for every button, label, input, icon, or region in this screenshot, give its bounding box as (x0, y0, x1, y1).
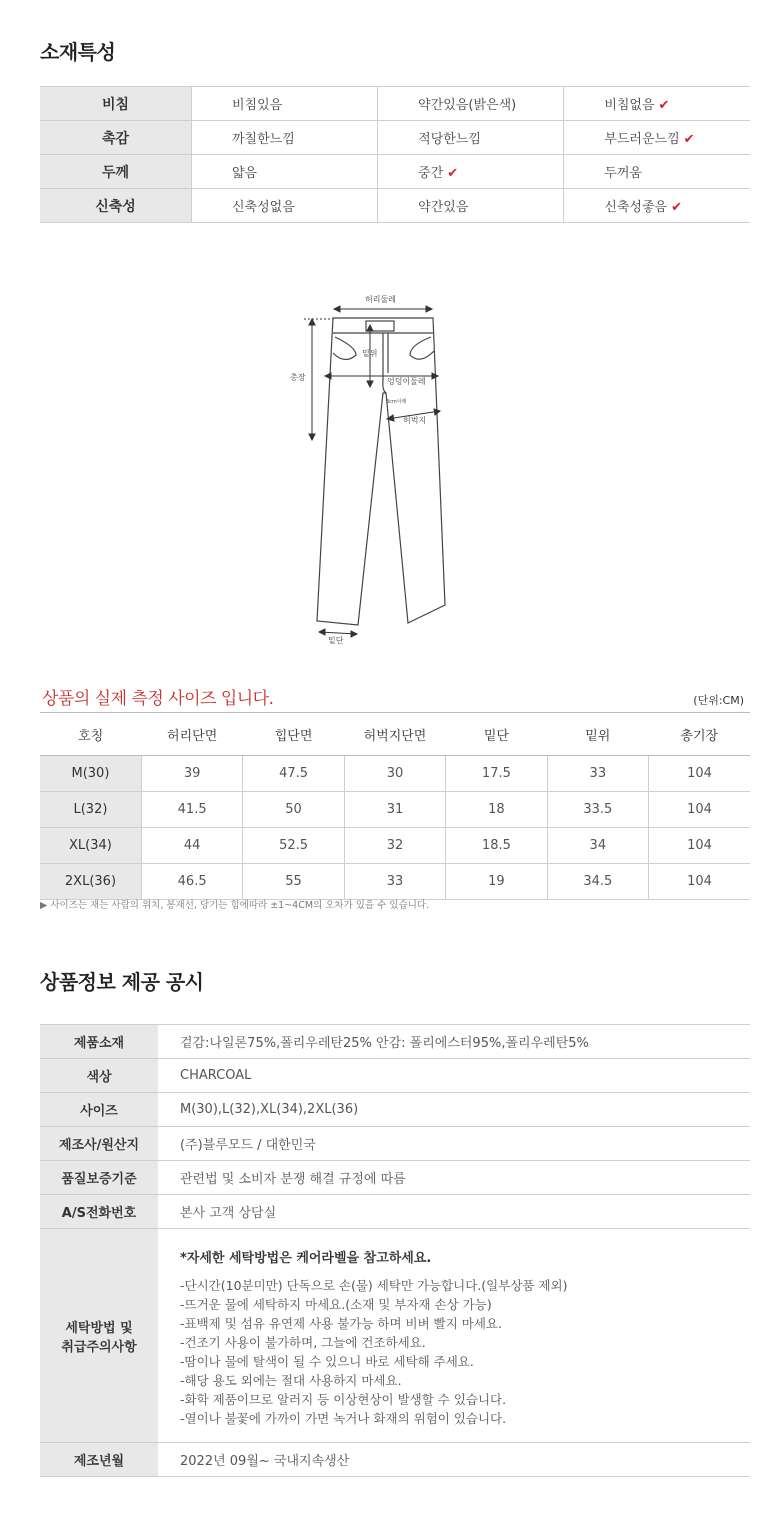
size-cell: 50 (243, 792, 344, 828)
material-option: 신축성없음 (192, 189, 378, 223)
check-icon: ✔ (658, 98, 670, 113)
size-row-label: 2XL(36) (40, 864, 141, 900)
care-content (158, 1229, 750, 1443)
material-option: 비침있음 (192, 87, 378, 121)
size-header-cell: 허벅지단면 (344, 713, 445, 756)
size-cell: 55 (243, 864, 344, 900)
size-cell: 44 (141, 828, 242, 864)
waist-label: 허리둘레 (365, 295, 396, 304)
thigh-label: 허벅지 (403, 416, 427, 425)
size-cell: 47.5 (243, 756, 344, 792)
check-icon: ✔ (671, 200, 683, 215)
made-row (40, 1443, 750, 1477)
care-label: 세탁방법 및 취급주의사항 (40, 1229, 158, 1443)
check-icon: ✔ (683, 132, 695, 147)
material-option: 두꺼움 (564, 155, 750, 189)
material-option: 신축성좋음 ✔ (564, 189, 750, 223)
size-title: 상품의 실제 측정 사이즈 입니다. (42, 689, 274, 709)
size-unit: (단위:CM) (693, 694, 744, 707)
size-row (40, 792, 750, 828)
material-option: 중간 ✔ (378, 155, 564, 189)
size-row (40, 828, 750, 864)
size-table (40, 712, 750, 900)
info-row-value: 관련법 및 소비자 분쟁 해결 규정에 따름 (158, 1161, 750, 1195)
info-row-label: A/S전화번호 (40, 1195, 158, 1229)
size-cell: 41.5 (141, 792, 242, 828)
size-cell: 33 (547, 756, 648, 792)
size-row-label: XL(34) (40, 828, 141, 864)
care-line: -표백제 및 섬유 유연제 사용 불가능 하며 비벼 빨지 마세요. (180, 1316, 502, 1331)
info-row-value: CHARCOAL (158, 1059, 750, 1093)
material-option: 부드러운느낌 ✔ (564, 121, 750, 155)
size-header-cell: 허리단면 (141, 713, 242, 756)
info-row (40, 1093, 750, 1127)
size-header-cell: 밑위 (547, 713, 648, 756)
material-option: 약간있음(밝은색) (378, 87, 564, 121)
check-icon: ✔ (447, 166, 459, 181)
care-line: -해당 용도 외에는 절대 사용하지 마세요. (180, 1373, 402, 1388)
info-row-label: 색상 (40, 1059, 158, 1093)
size-cell: 46.5 (141, 864, 242, 900)
size-cell: 104 (649, 756, 750, 792)
size-cell: 31 (344, 792, 445, 828)
size-cell: 52.5 (243, 828, 344, 864)
rise-label: 밑위 (362, 349, 378, 358)
care-title: *자세한 세탁방법은 케어라벨을 참고하세요. (180, 1251, 432, 1266)
made-label: 제조년월 (40, 1443, 158, 1477)
size-cell: 39 (141, 756, 242, 792)
material-row (40, 189, 750, 223)
small-label: 3cm아래 (386, 399, 407, 405)
info-row (40, 1025, 750, 1059)
material-option: 적당한느낌 (378, 121, 564, 155)
care-line: -땀이나 물에 탈색이 될 수 있으니 바로 세탁해 주세요. (180, 1354, 474, 1369)
size-cell: 34 (547, 828, 648, 864)
size-cell: 32 (344, 828, 445, 864)
size-note: ▶ 사이즈는 재는 사람의 위치, 봉재선, 당기는 힘에따라 ±1~4CM의 오차가 있을 수 있습니다. (40, 900, 430, 911)
material-row-label: 촉감 (40, 121, 192, 155)
size-cell: 104 (649, 828, 750, 864)
info-row-label: 품질보증기준 (40, 1161, 158, 1195)
info-row-value: M(30),L(32),XL(34),2XL(36) (158, 1093, 750, 1127)
info-row-label: 제품소재 (40, 1025, 158, 1059)
care-row (40, 1229, 750, 1443)
pants-diagram (270, 285, 510, 655)
size-cell: 33 (344, 864, 445, 900)
material-title: 소재특성 (40, 40, 116, 64)
info-table (40, 1024, 750, 1477)
care-line: -열이나 불꽃에 가까이 가면 녹거나 화재의 위험이 있습니다. (180, 1411, 507, 1426)
info-row-label: 제조사/원산지 (40, 1127, 158, 1161)
info-row (40, 1059, 750, 1093)
size-cell: 33.5 (547, 792, 648, 828)
info-row (40, 1127, 750, 1161)
size-cell: 17.5 (446, 756, 547, 792)
material-row-label: 두께 (40, 155, 192, 189)
size-header-cell: 밑단 (446, 713, 547, 756)
hip-label: 엉덩이둘레 (387, 377, 426, 386)
material-row-label: 비침 (40, 87, 192, 121)
material-row (40, 121, 750, 155)
size-header-cell: 총기장 (649, 713, 750, 756)
size-cell: 19 (446, 864, 547, 900)
material-option: 비침없음 ✔ (564, 87, 750, 121)
info-row-value: 본사 고객 상담실 (158, 1195, 750, 1229)
material-option: 약간있음 (378, 189, 564, 223)
material-table (40, 86, 750, 223)
length-label: 총장 (290, 373, 306, 382)
material-row (40, 155, 750, 189)
size-row (40, 864, 750, 900)
size-row-label: M(30) (40, 756, 141, 792)
material-row-label: 신축성 (40, 189, 192, 223)
size-header-cell: 호칭 (40, 713, 141, 756)
size-header-cell: 힙단면 (243, 713, 344, 756)
size-cell: 104 (649, 864, 750, 900)
care-line: -뜨거운 물에 세탁하지 마세요.(소재 및 부자재 손상 가능) (180, 1297, 492, 1312)
care-line: -화학 제품이므로 알러지 등 이상현상이 발생할 수 있습니다. (180, 1392, 507, 1407)
info-row-label: 사이즈 (40, 1093, 158, 1127)
size-cell: 34.5 (547, 864, 648, 900)
size-row (40, 756, 750, 792)
size-cell: 18.5 (446, 828, 547, 864)
info-title: 상품정보 제공 공시 (40, 970, 204, 994)
made-value: 2022년 09월~ 국내지속생산 (158, 1443, 750, 1477)
material-option: 까칠한느낌 (192, 121, 378, 155)
care-line: -단시간(10분미만) 단독으로 손(물) 세탁만 가능합니다.(일부상품 제외) (180, 1278, 568, 1293)
size-cell: 18 (446, 792, 547, 828)
info-row-value: 겉감:나일론75%,폴리우레탄25% 안감: 폴리에스터95%,폴리우레탄5% (158, 1025, 750, 1059)
material-row (40, 87, 750, 121)
info-row-value: (주)블루모드 / 대한민국 (158, 1127, 750, 1161)
care-line: -건조기 사용이 불가하며, 그늘에 건조하세요. (180, 1335, 426, 1350)
size-row-label: L(32) (40, 792, 141, 828)
info-row (40, 1161, 750, 1195)
size-cell: 30 (344, 756, 445, 792)
size-cell: 104 (649, 792, 750, 828)
pants-outline (317, 318, 445, 625)
hem-label: 밑단 (328, 636, 344, 645)
material-option: 얇음 (192, 155, 378, 189)
info-row (40, 1195, 750, 1229)
